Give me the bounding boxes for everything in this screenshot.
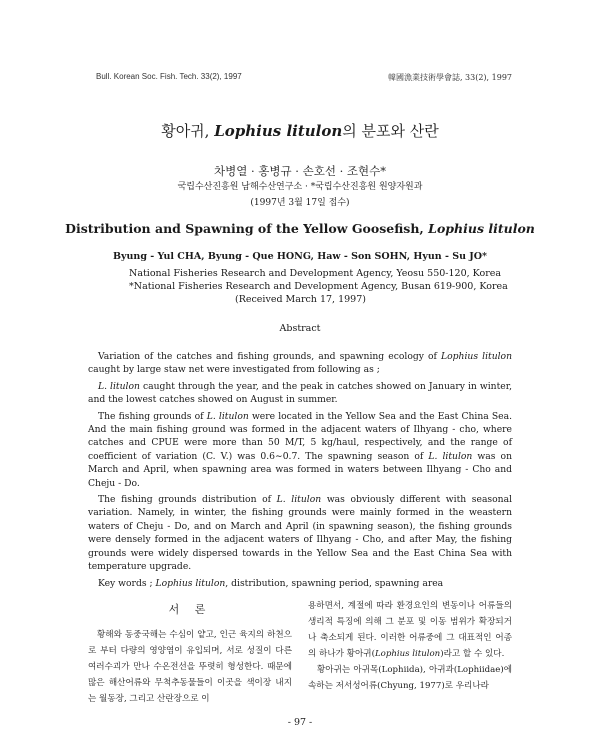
abstract-keywords: Key words ; Lophius litulon, distribution, spawning period, spawning area: [98, 577, 444, 589]
abstract-paragraph: L. litulon caught through the year, and the peak in catches showed on January in winter, and the lowest catches showed on August in summer.: [88, 380, 512, 406]
english-affiliations: [129, 267, 508, 306]
korean-title-prefix: 황아귀,: [161, 122, 210, 140]
intro-paragraph: 황해와 동중국해는 수심이 얕고, 인근 육지의 하천으로 부터 다량의 영양염이 유입되며, 서로 성질이 다른 여러수괴가 만나 수온전선을 뚜렷히 형성한다. 때문에 많은 해산어류와 무척추동물들이 이곳을 색이장 내지는 월동장, 그리고 산란장으로 이: [88, 630, 292, 704]
affiliation-2: *National Fisheries Research and Development Agency, Busan 619-900, Korea: [129, 281, 508, 292]
abstract-heading: Abstract: [279, 323, 321, 334]
abstract-paragraph: The fishing grounds distribution of L. litulon was obviously different with seasonal variation. Namely, in winter, the fishing grounds were mainly formed in the weastern waters of Cheju - Do, and on March and April (in spawning season), the fishing grounds were densely formed in the adjacent waters of Ilhyang - Cho, and after May, the fishing grounds were widely dispersed towards in the Yellow Sea and the East China Sea with temperature upgrade.: [88, 494, 513, 573]
english-authors: Byung - Yul CHA, Byung - Que HONG, Haw - Son SOHN, Hyun - Su JO*: [112, 251, 488, 262]
abstract-body: [88, 350, 512, 593]
journal-header-korean: 韓國漁業技術學會誌, 33(2), 1997: [387, 73, 512, 82]
english-received-date: (Received March 17, 1997): [235, 294, 366, 305]
intro-paragraph: 황아귀는 아귀목(Lophiida), 아귀과(Lophiidae)에 속하는 저서성어류(Chyung, 1977)로 우리나라: [308, 665, 512, 691]
intro-paragraph-continued: 용하면서, 계절에 따라 환경요인의 변동이나 어류들의 생리적 특징에 의해 그 분포 및 이동 범위가 확장되거나 축소되게 된다. 이러한 어류중에 그 대표적인 어종의 하나가 황아귀(Lophius litulon)라고 할 수 있다.: [308, 601, 512, 659]
english-title-text: Distribution and Spawning of the Yellow Goosefish,: [65, 221, 424, 236]
english-title: [0, 221, 600, 236]
journal-header-english: Bull. Korean Soc. Fish. Tech. 33(2), 1997: [96, 72, 242, 81]
korean-authors: 차병열 · 홍병규 · 손호선 · 조현수*: [214, 164, 386, 178]
page-number: - 97 -: [287, 717, 313, 728]
affiliation-1: National Fisheries Research and Development Agency, Yeosu 550-120, Korea: [129, 268, 502, 279]
introduction-heading: 서 론: [168, 603, 212, 616]
korean-title-species: Lophius litulon: [214, 122, 343, 140]
english-title-species: Lophius litulon: [428, 221, 535, 236]
abstract-paragraph: The fishing grounds of L. litulon were located in the Yellow Sea and the East China Sea. And the main fishing ground was formed in the adjacent waters of Ilhyang - cho, where catches and CPUE were more than 50 M/T, 5 kg/haul, respectively, and the range of coefficient of variation (C. V.) was 0.6∼0.7. The spawning season of L. litulon was on March and April, when spawning area was formed in waters between Ilhyang - Cho and Cheju - Do.: [88, 410, 512, 489]
abstract-paragraph: Variation of the catches and fishing grounds, and spawning ecology of Lophius litulon caught by large staw net were investigated from following as ;: [88, 351, 513, 376]
korean-received-date: (1997년 3월 17일 접수): [250, 198, 350, 208]
korean-title-suffix: 의 분포와 산란: [342, 122, 439, 140]
right-column: [308, 598, 512, 694]
left-column: [88, 627, 292, 707]
korean-affiliation: 국립수산진흥원 남해수산연구소 · *국립수산진흥원 원양자원과: [177, 182, 423, 192]
korean-title: [0, 120, 600, 141]
